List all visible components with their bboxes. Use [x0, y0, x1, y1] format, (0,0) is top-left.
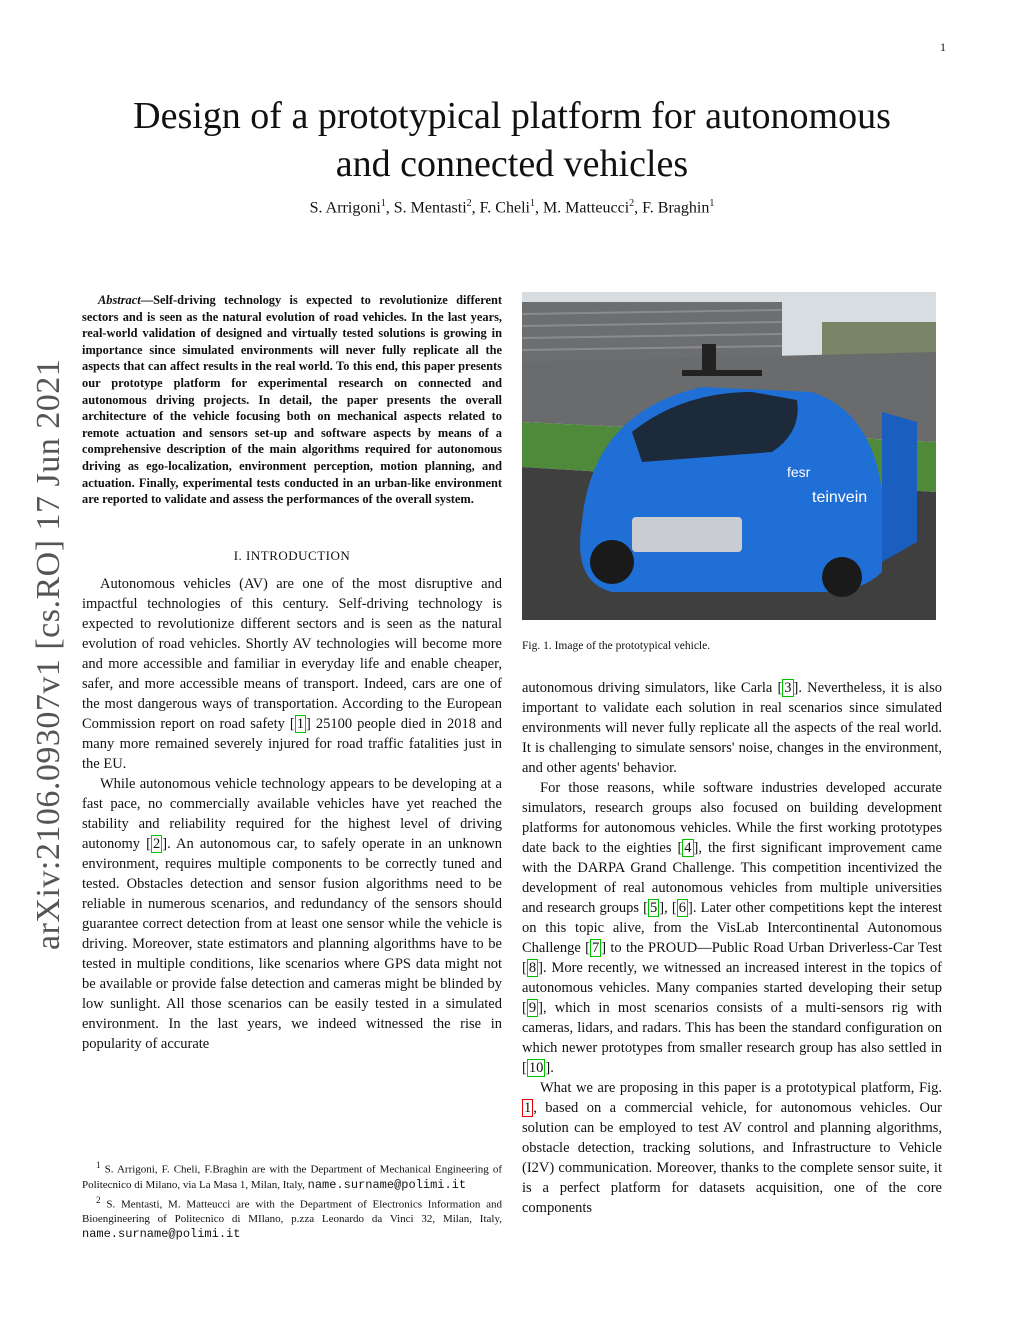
- footnote-email: name.surname@polimi.it: [307, 1177, 467, 1192]
- paragraph: [522, 1078, 942, 1218]
- citation-link[interactable]: 6: [678, 900, 686, 916]
- author-affiliation: 1: [709, 198, 715, 209]
- author-affiliation: 2: [629, 198, 635, 209]
- author-list: S. Arrigoni$^1$, S. Mentasti$^2$, F. Cheli$^1$, M. Matteucci$^2$, F. Braghin$^1$: [309, 198, 715, 217]
- rear-wheel: [822, 557, 862, 597]
- footnote: [82, 1193, 502, 1243]
- author: S. Mentasti: [393, 199, 467, 217]
- roof-rack: [682, 370, 762, 376]
- author: F. Braghin: [642, 199, 710, 217]
- author-affiliation: 1: [380, 198, 386, 209]
- author-affiliation: 2: [466, 198, 472, 209]
- title-line-2: and connected vehicles: [335, 143, 689, 185]
- front-wheel: [590, 540, 634, 584]
- citation-link[interactable]: 7: [591, 940, 600, 956]
- front-sensor-box: [632, 517, 742, 552]
- paragraph-text: autonomous driving simulators, like Carla: [522, 680, 778, 696]
- vehicle-photo: [522, 292, 936, 620]
- paragraph-text: What we are proposing in this paper is a prototypical platform, Fig.: [540, 1080, 942, 1096]
- paragraph-text: .: [550, 1060, 554, 1076]
- paragraph-text: . More recently, we witnessed an increased interest in the topics of autonomous vehicles. Many companies started developing their setup: [522, 960, 942, 996]
- car-text-brand: teinvein: [812, 489, 868, 506]
- title-line-1: Design of a prototypical platform for autonomous: [133, 95, 891, 137]
- footnote-text: S. Mentasti, M. Matteucci are with the Department of Electronics Information and Bioengineering of Politecnico di MIlano, p.zza Leonardo da Vinci 32, Milan, Italy,: [82, 1198, 502, 1226]
- footnote-email: name.surname@polimi.it: [82, 1227, 241, 1242]
- footnote-mark: 1: [96, 1160, 101, 1170]
- vehicle-figure: [522, 292, 936, 620]
- right-body: [522, 678, 942, 1218]
- abstract-text: —Self-driving technology is expected to revolutionize different sectors and is seen as the natural evolution of road vehicles. In the last years, real-world validation of designed and virtually tested solutions is growing in importance since simulated environments will never fully replicate all the aspects that can affect results in the real world. To this end, this paper presents our prototype platform for experimental research on connected and autonomous driving projects. In detail, the paper presents the overall architecture of the vehicle focusing both on mechanical aspects related to remote actuation and sensors set-up and software aspects by means of a comprehensive description of the main algorithms required for autonomous driving as ego-localization, environment perception, motion planning, and actuation. Finally, experimental tests conducted in an urban-like environment are reported to validate and assess the performances of the overall system.: [82, 293, 502, 507]
- paragraph-text: ,: [664, 900, 672, 916]
- paragraph: For those reasons, while software industries developed accurate simulators, research groups also focused on building development platforms for autonomous vehicles. While the first working prototypes date back to the eighties [ 4 ], the first significant improvement came with the DARPA Grand Challenge. This competition incentivized the development of real autonomous vehicles from multiple universities and research groups [ 5 ], [ 6 ]. Later other competitions kept the interest on this topic alive, from the VisLab Intercontinental Autonomous Challenge [ 7 ] to the PROUD—Public Road Urban Driverless-Car Test [ 8 ]. More recently, we witnessed an increased interest in the topics of autonomous vehicles. Many companies started developing their setup [ 9 ], which in most scenarios consists of a multi-sensors rig with cameras, lidars, and radars. This has been the standard configuration on which newer prototypes from smaller research group has also settled in [ 10 ].: [522, 780, 942, 1076]
- author-affiliation: 1: [529, 198, 535, 209]
- paragraph: While autonomous vehicle technology appears to be developing at a fast pace, no commercially available vehicles have yet reached the stability and reliability required for the highest level of driving autonomy [ 2 ]. An autonomous car, to safely operate in an unknown environment, requires multiple components to be correctly tuned and tested. Obstacles detection and sensor fusion algorithms need to be reliable in numerous scenarios, and redundancy of the sensors should guarantee correct detection from at least one sensor while the vehicle is driving. Moreover, state estimators and planning algorithms have to be tested in multiple conditions, like scenarios where GPS data might not be available or provide false detection and cameras might be blinded by low sunlight. All those scenarios can be easily tested in a simulated environment. In the last years, we indeed witnessed the rise in popularity of accurate: [82, 775, 502, 1052]
- figure-reference-link[interactable]: 1: [524, 1100, 532, 1116]
- figure-caption: Fig. 1. Image of the prototypical vehicle.: [522, 640, 711, 652]
- paragraph-text: While autonomous vehicle technology appears to be developing at a fast pace, no commercially available vehicles have yet reached the stability and reliability required for the highest level of driving autonomy: [82, 775, 502, 852]
- citation-link[interactable]: 5: [650, 900, 658, 916]
- citation-link[interactable]: 3: [784, 680, 792, 696]
- citation-link[interactable]: 9: [528, 1000, 537, 1016]
- footnote: [82, 1158, 502, 1193]
- paragraph-text: . Later other competitions kept the interest on this topic alive, from the VisLab Intercontinental Autonomous Challenge: [522, 900, 942, 956]
- section-heading-introduction: I. INTRODUCTION: [233, 547, 351, 563]
- lidar-sensor: [702, 344, 716, 374]
- paragraph-text: Autonomous vehicles (AV) are one of the most disruptive and impactful technologies of this century. Self-driving technology is expected to revolutionize different sectors and is seen as the natural evolution of road vehicles. Shortly AV technologies will become more and more accessible and familiar in everyday life and enable cheaper, safer, and more accessible means of transport. Indeed, cars are one of the most dangerous ways of transportation. According to the European Commission report on road safety: [82, 575, 502, 732]
- citation-link[interactable]: 4: [684, 840, 692, 856]
- footnote-mark: 2: [96, 1194, 101, 1205]
- paper-title: [80, 92, 944, 188]
- citation-link[interactable]: 1: [296, 715, 304, 732]
- right-column: [522, 292, 942, 1218]
- author: F. Cheli: [479, 199, 530, 217]
- paragraph: autonomous driving simulators, like Carla [ 3 ]. Nevertheless, it is also important to validate each solution in real scenarios since simulated environments will never fully replicate all the aspects of the real world. It is challenging to simulate sensors' noise, changes in the environment, and other agents' behavior.: [522, 680, 942, 776]
- paragraph-text: For those reasons, while software industries developed accurate simulators, research groups also focused on building development platforms for autonomous vehicles. While the first working prototypes date back to the eighties: [522, 780, 942, 856]
- footnotes: [82, 1158, 502, 1242]
- author: M. Matteucci: [542, 199, 630, 217]
- arxiv-identifier: arXiv:2106.09307v1 [cs.RO] 17 Jun 2021: [30, 358, 67, 950]
- paragraph-text: , the first significant improvement came with the DARPA Grand Challenge. This competition incentivized the development of real autonomous vehicles from multiple universities and research groups: [522, 840, 942, 916]
- paragraph-text: , which in most scenarios consists of a multi-sensors rig with cameras, lidars, and radars. This has been the standard configuration on which newer prototypes from smaller research group has also settled in: [522, 1000, 942, 1056]
- abstract: [82, 292, 502, 508]
- footnote-text: S. Arrigoni, F. Cheli, F.Braghin are with the Department of Mechanical Engineering of Politecnico di Milano, via La Masa 1, Milan, Italy,: [82, 1163, 502, 1191]
- paragraph: Autonomous vehicles (AV) are one of the most disruptive and impactful technologies of this century. Self-driving technology is expected to revolutionize different sectors and is seen as the natural evolution of road vehicles. Shortly AV technologies will become more and more accessible and familiar in everyday life and enable cheaper, safer, and more accessible means of transport. Indeed, cars are one of the most dangerous ways of transportation. According to the European Commission report on road safety [ 1 ] 25100 people died in 2018 and many more remained severely injured for road traffic fatalities just in the EU.: [82, 575, 502, 772]
- citation-link[interactable]: 8: [528, 960, 537, 976]
- abstract-label: Abstract: [98, 293, 141, 307]
- paragraph-text: to the PROUD—Public Road Urban Driverless-Car Test: [606, 940, 942, 956]
- open-door: [882, 412, 917, 562]
- paragraph-text: . Nevertheless, it is also important to validate each solution in real scenarios since simulated environments will never fully replicate all the aspects of the real world. It is challenging to simulate sensors' noise, changes in the environment, and other agents' behavior.: [522, 680, 942, 776]
- car-text-fesr: fesr: [787, 464, 811, 480]
- paragraph-text: , based on a commercial vehicle, for autonomous vehicles. Our solution can be employed to test AV control and planning algorithms, obstacle detection, tracking solutions, and Infrastructure to Vehicle (I2V) communication. Moreover, thanks to the complete sensor suite, it is a perfect platform for datasets acquisition, one of the core components: [522, 1100, 942, 1216]
- page-number: 1: [940, 40, 946, 54]
- citation-link[interactable]: 10: [528, 1060, 544, 1076]
- author: S. Arrigoni: [309, 199, 381, 217]
- paragraph-text: . An autonomous car, to safely operate in an unknown environment, requires multiple components to be correctly tuned and tested. Obstacles detection and sensor fusion algorithms need to be reliable in numerous scenarios, and redundancy of the sensors should guarantee correct detection from at least one sensor while the vehicle is driving. Moreover, state estimators and planning algorithms have to be tested in multiple conditions, like scenarios where GPS data might not be available or provide false detection and cameras might be blinded by low sunlight. All those scenarios can be easily tested in a simulated environment. In the last years, we indeed witnessed the rise in popularity of accurate: [82, 835, 502, 1052]
- introduction-body: [82, 574, 502, 1054]
- paragraph-text: 25100 people died in 2018 and many more remained severely injured for road traffic fatalities just in the EU.: [82, 715, 502, 772]
- citation-link[interactable]: 2: [152, 835, 161, 852]
- left-column: [82, 292, 502, 1054]
